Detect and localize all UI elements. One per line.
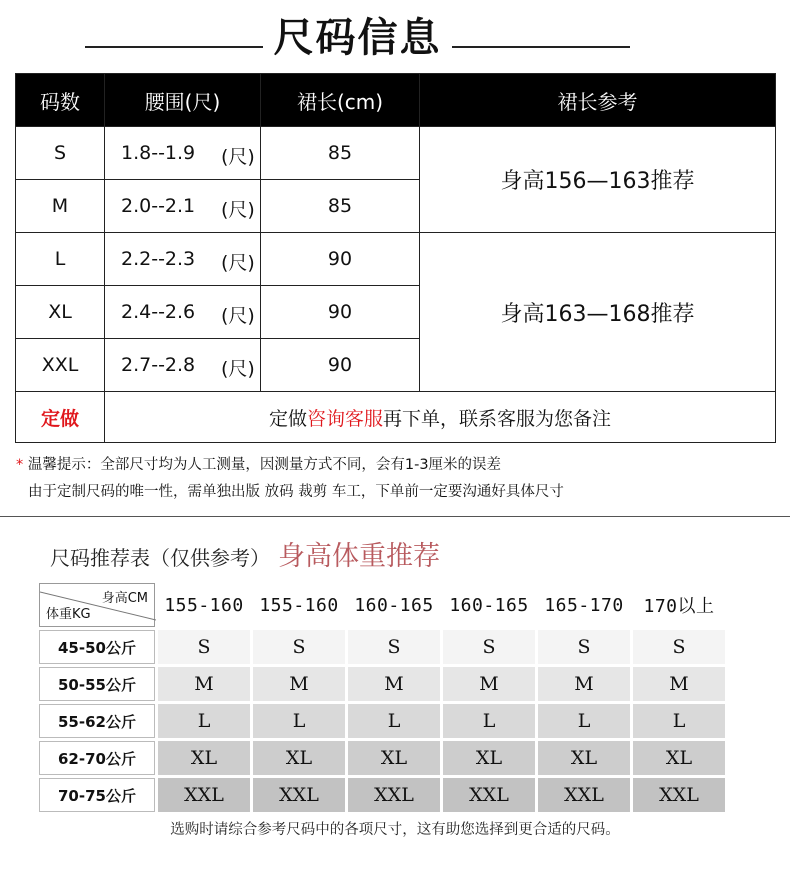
size-cell: M	[158, 667, 250, 701]
title-rule-left	[85, 46, 263, 48]
size-info-table	[15, 73, 776, 443]
length-cell: 90	[261, 286, 420, 339]
size-cell: XXL	[16, 339, 105, 392]
size-cell: L	[158, 704, 250, 738]
size-cell: L	[538, 704, 630, 738]
corner-weight-label: 体重KG	[46, 607, 91, 622]
contact-service-highlight: 咨询客服	[306, 407, 383, 430]
size-cell: M	[633, 667, 725, 701]
height-header: 160-165	[443, 583, 535, 627]
size-cell: M	[348, 667, 440, 701]
table-row	[39, 630, 725, 664]
recommend-title	[50, 534, 440, 573]
waist-value: 1.8--1.9	[121, 142, 196, 164]
size-cell: XXL	[633, 778, 725, 812]
size-cell: XL	[538, 741, 630, 775]
size-cell: XL	[633, 741, 725, 775]
size-cell: XXL	[348, 778, 440, 812]
table-row	[16, 233, 776, 286]
measurement-notes	[16, 452, 564, 506]
waist-cell	[105, 339, 261, 392]
custom-order-note	[105, 392, 776, 443]
col-header-reference: 裙长参考	[420, 74, 776, 127]
waist-cell	[105, 180, 261, 233]
length-cell: 90	[261, 233, 420, 286]
recommend-header-row	[39, 583, 725, 627]
table-row	[39, 778, 725, 812]
size-cell: S	[443, 630, 535, 664]
weight-header: 55-62公斤	[39, 704, 155, 738]
note-star: *	[16, 457, 24, 473]
waist-unit: (尺)	[221, 358, 255, 380]
waist-value: 2.2--2.3	[121, 248, 196, 270]
note-text-1: 温馨提示：全部尺寸均为人工测量，因测量方式不同，会有1-3厘米的误差	[27, 457, 502, 473]
col-header-size: 码数	[16, 74, 105, 127]
height-header: 160-165	[348, 583, 440, 627]
weight-header: 62-70公斤	[39, 741, 155, 775]
table-row	[39, 667, 725, 701]
size-cell: L	[253, 704, 345, 738]
section-divider	[0, 516, 790, 517]
reference-cell: 身高156—163推荐	[420, 127, 776, 233]
corner-height-label: 身高CM	[101, 591, 148, 606]
height-header: 170以上	[633, 583, 725, 627]
size-cell: XL	[348, 741, 440, 775]
note-line-1	[16, 452, 564, 479]
size-cell: M	[253, 667, 345, 701]
height-header: 155-160	[253, 583, 345, 627]
length-cell: 90	[261, 339, 420, 392]
weight-header: 70-75公斤	[39, 778, 155, 812]
custom-order-label: 定做	[16, 392, 105, 443]
size-cell: S	[253, 630, 345, 664]
height-header: 155-160	[158, 583, 250, 627]
size-cell: L	[348, 704, 440, 738]
length-cell: 85	[261, 180, 420, 233]
waist-unit: (尺)	[221, 252, 255, 274]
size-cell: XXL	[443, 778, 535, 812]
size-cell: S	[16, 127, 105, 180]
col-header-length: 裙长(cm)	[261, 74, 420, 127]
size-cell: M	[443, 667, 535, 701]
size-cell: XL	[443, 741, 535, 775]
size-cell: XXL	[538, 778, 630, 812]
recommend-title-text: 尺码推荐表（仅供参考）	[50, 546, 270, 570]
custom-text-before: 定做	[268, 407, 307, 430]
waist-value: 2.7--2.8	[121, 354, 196, 376]
size-cell: S	[348, 630, 440, 664]
size-cell: S	[633, 630, 725, 664]
size-cell: M	[538, 667, 630, 701]
col-header-waist: 腰围(尺)	[105, 74, 261, 127]
table-corner-cell	[39, 583, 155, 627]
size-cell: XL	[16, 286, 105, 339]
custom-text-after: 再下单，联系客服为您备注	[383, 407, 612, 430]
size-cell: XXL	[253, 778, 345, 812]
waist-cell	[105, 233, 261, 286]
waist-unit: (尺)	[221, 146, 255, 168]
size-cell: XXL	[158, 778, 250, 812]
table-row	[39, 704, 725, 738]
size-cell: XL	[158, 741, 250, 775]
height-header: 165-170	[538, 583, 630, 627]
waist-unit: (尺)	[221, 199, 255, 221]
size-table-header	[16, 74, 776, 127]
table-row	[39, 741, 725, 775]
size-cell: XL	[253, 741, 345, 775]
waist-cell	[105, 127, 261, 180]
waist-value: 2.0--2.1	[121, 195, 196, 217]
waist-unit: (尺)	[221, 305, 255, 327]
page-header	[0, 10, 790, 66]
footer-note: 选购时请综合参考尺码中的各项尺寸，这有助您选择到更合适的尺码。	[170, 822, 620, 838]
size-cell: M	[16, 180, 105, 233]
size-cell: L	[633, 704, 725, 738]
size-cell: S	[158, 630, 250, 664]
custom-order-row	[16, 392, 776, 443]
title-rule-right	[452, 46, 630, 48]
size-recommend-table	[36, 580, 728, 815]
table-row	[16, 127, 776, 180]
waist-value: 2.4--2.6	[121, 301, 196, 323]
waist-cell	[105, 286, 261, 339]
note-line-2: 由于定制尺码的唯一性，需单独出版 放码 裁剪 车工，下单前一定要沟通好具体尺寸	[28, 484, 564, 500]
size-cell: L	[443, 704, 535, 738]
size-cell: L	[16, 233, 105, 286]
size-cell: S	[538, 630, 630, 664]
weight-header: 50-55公斤	[39, 667, 155, 701]
weight-header: 45-50公斤	[39, 630, 155, 664]
length-cell: 85	[261, 127, 420, 180]
recommend-title-highlight: 身高体重推荐	[278, 541, 440, 572]
reference-cell: 身高163—168推荐	[420, 233, 776, 392]
page-title: 尺码信息	[273, 15, 442, 61]
